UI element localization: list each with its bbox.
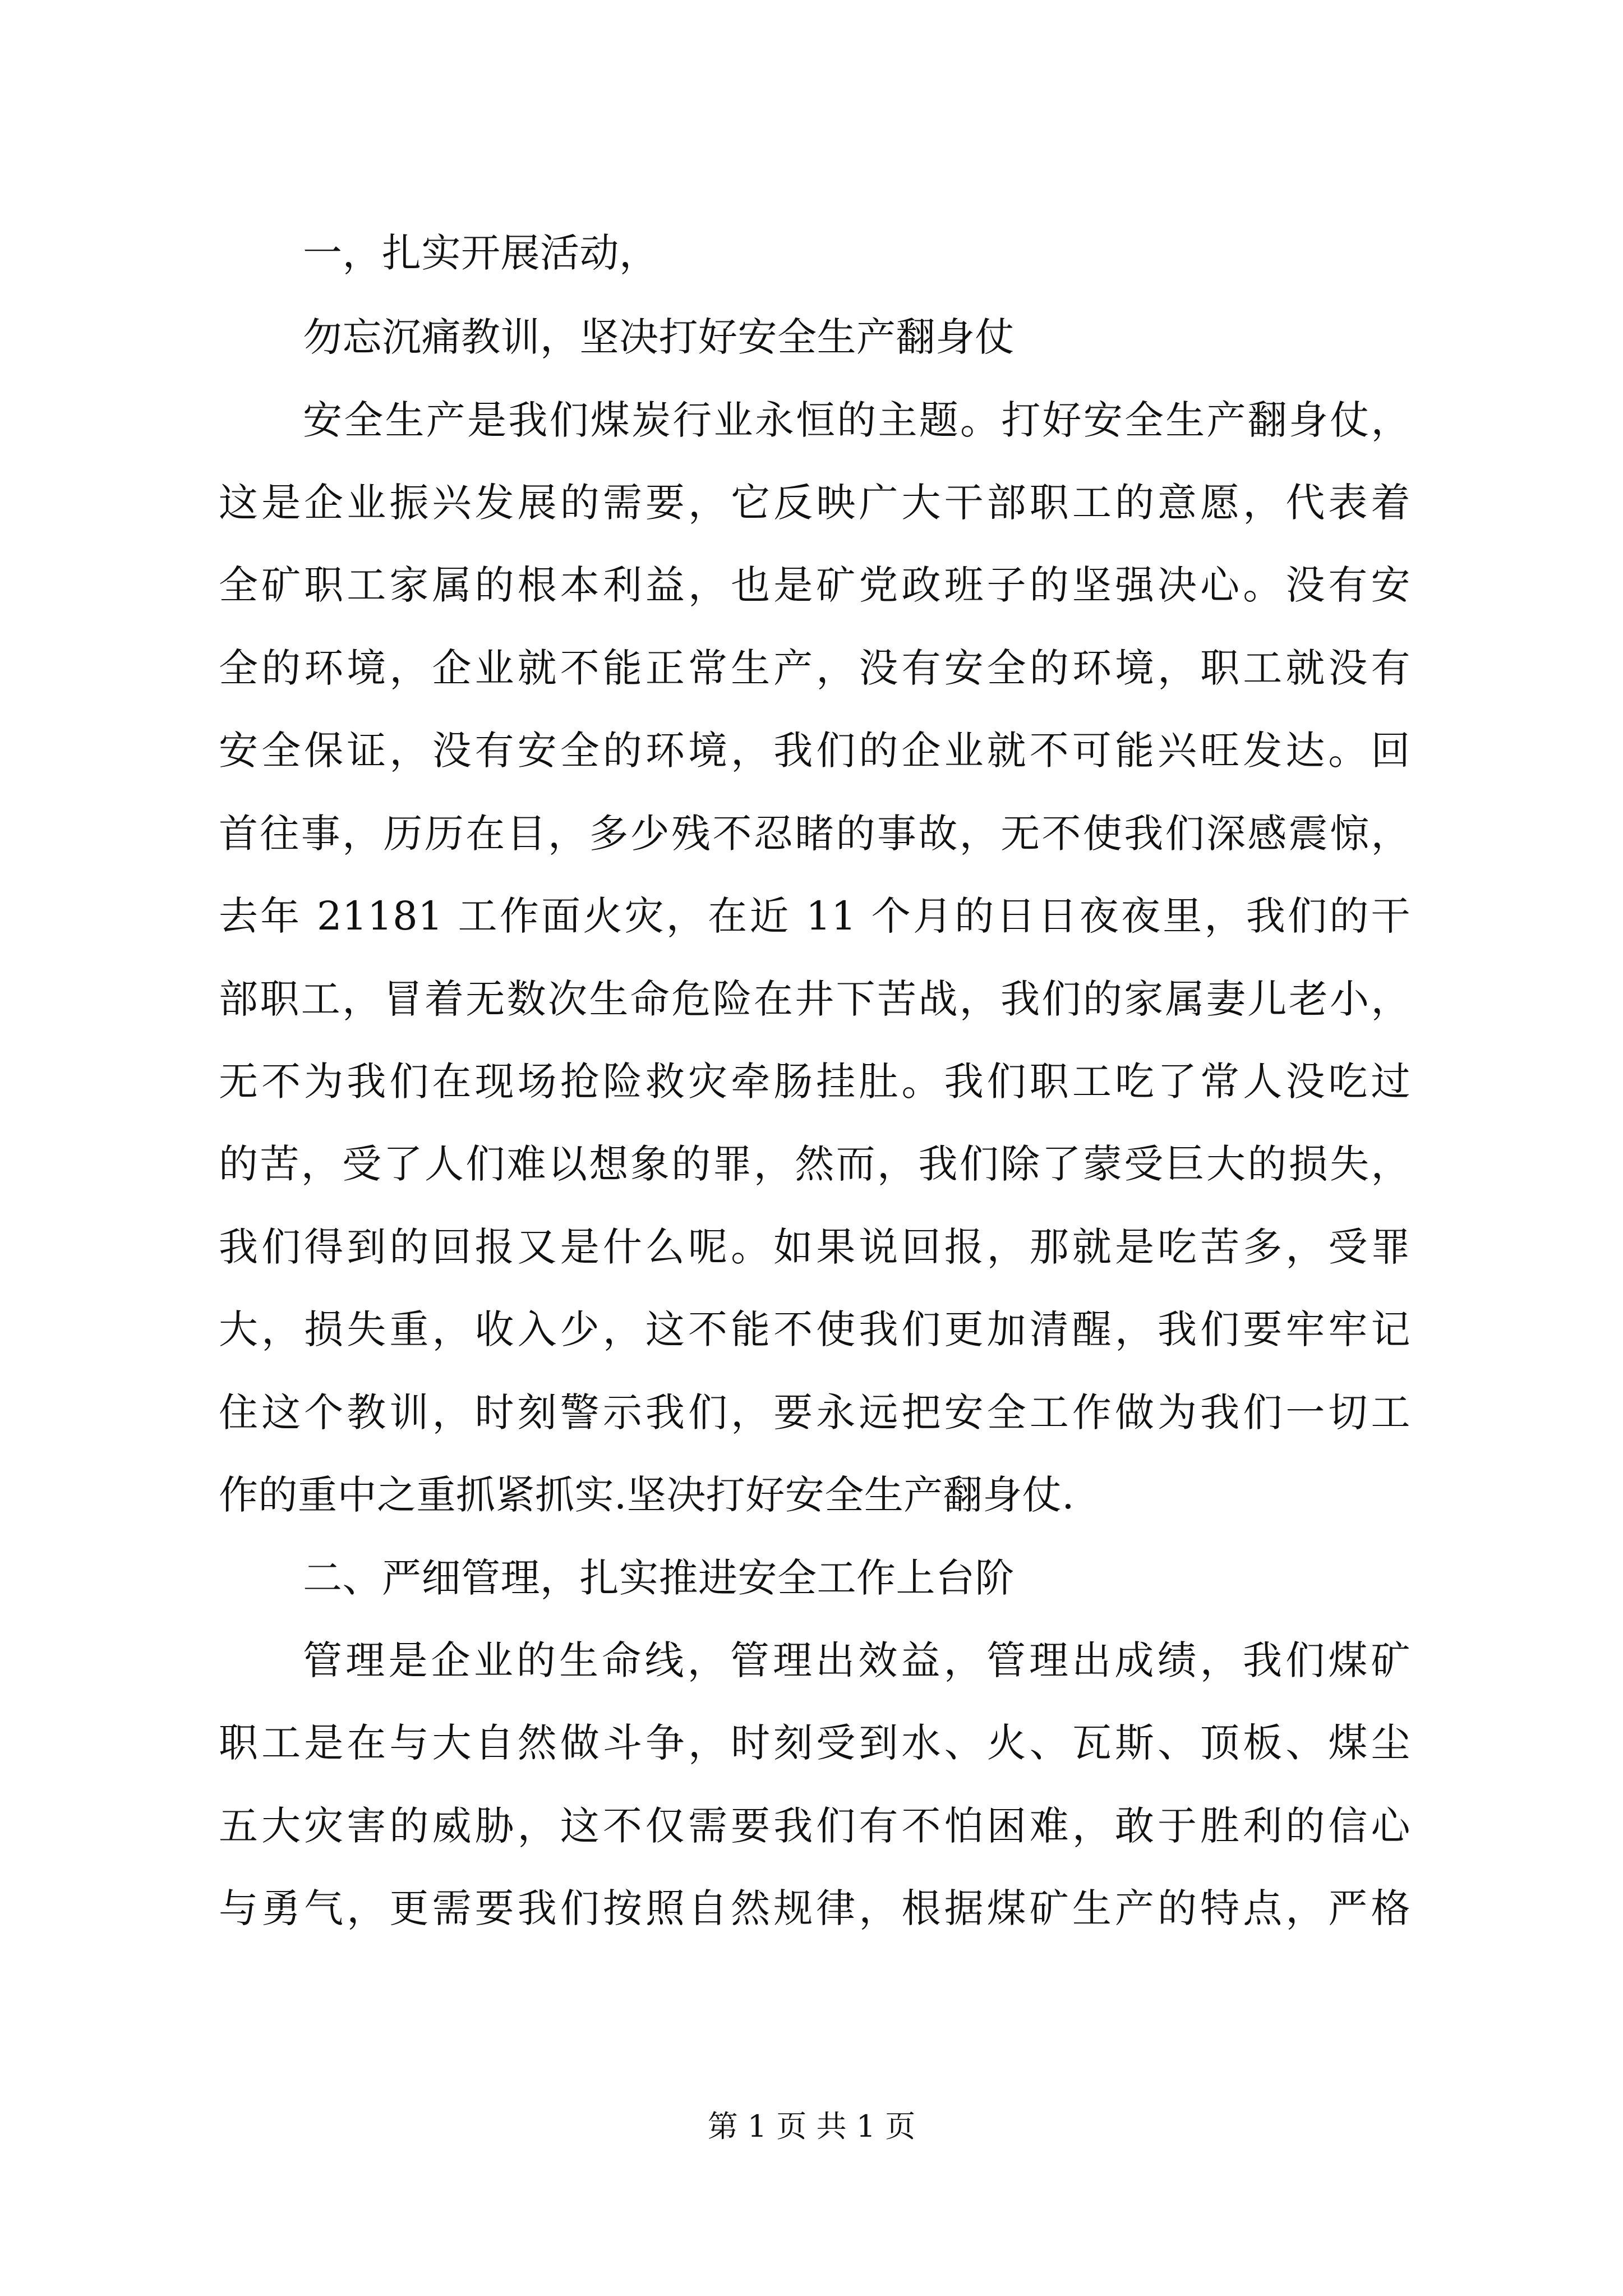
paragraph-line: 安全保证，没有安全的环境，我们的企业就不可能兴旺发达。回 [219,728,1410,774]
paragraph-line: 大，损失重，收入少，这不能不使我们更加清醒，我们要牢牢记 [219,1306,1410,1352]
paragraph-line: 全矿职工家属的根本利益，也是矿党政班子的坚强决心。没有安 [219,562,1410,608]
paragraph-line: 全的环境，企业就不能正常生产，没有安全的环境，职工就没有 [219,645,1410,691]
paragraph-line: 我们得到的回报又是什么呢。如果说回报，那就是吃苦多，受罪 [219,1224,1410,1270]
paragraph-line: 与勇气，更需要我们按照自然规律，根据煤矿生产的特点，严格 [219,1885,1410,1931]
paragraph-line: 首往事，历历在目，多少残不忍睹的事故，无不使我们深感震惊， [219,811,1410,857]
paragraph-line: 安全生产是我们煤炭行业永恒的主题。打好安全生产翻身仗， [303,397,1410,443]
paragraph-line: 这是企业振兴发展的需要，它反映广大干部职工的意愿，代表着 [219,480,1410,526]
section-heading-1: 一，扎实开展活动， [303,230,659,276]
paragraph-line: 管理是企业的生命线，管理出效益，管理出成绩，我们煤矿 [303,1637,1410,1683]
paragraph-line: 的苦，受了人们难以想象的罪，然而，我们除了蒙受巨大的损失， [219,1141,1410,1187]
paragraph-line: 五大灾害的威胁，这不仅需要我们有不怕困难，敢于胜利的信心 [219,1803,1410,1849]
section-heading-2: 二、严细管理，扎实推进安全工作上台阶 [303,1555,1015,1601]
paragraph-line: 作的重中之重抓紧抓实.坚决打好安全生产翻身仗. [219,1472,1075,1518]
page-footer: 第 1 页 共 1 页 [707,2109,916,2144]
paragraph-line: 职工是在与大自然做斗争，时刻受到水、火、瓦斯、顶板、煤尘 [219,1720,1410,1766]
paragraph-line: 部职工，冒着无数次生命危险在井下苦战，我们的家属妻儿老小， [219,976,1410,1022]
paragraph-line: 去年 21181 工作面火灾，在近 11 个月的日日夜夜里，我们的干 [219,893,1410,939]
paragraph-line: 无不为我们在现场抢险救灾牵肠挂肚。我们职工吃了常人没吃过 [219,1059,1410,1105]
section-subheading: 勿忘沉痛教训，坚决打好安全生产翻身仗 [303,314,1015,360]
paragraph-line: 住这个教训，时刻警示我们，要永远把安全工作做为我们一切工 [219,1389,1410,1435]
